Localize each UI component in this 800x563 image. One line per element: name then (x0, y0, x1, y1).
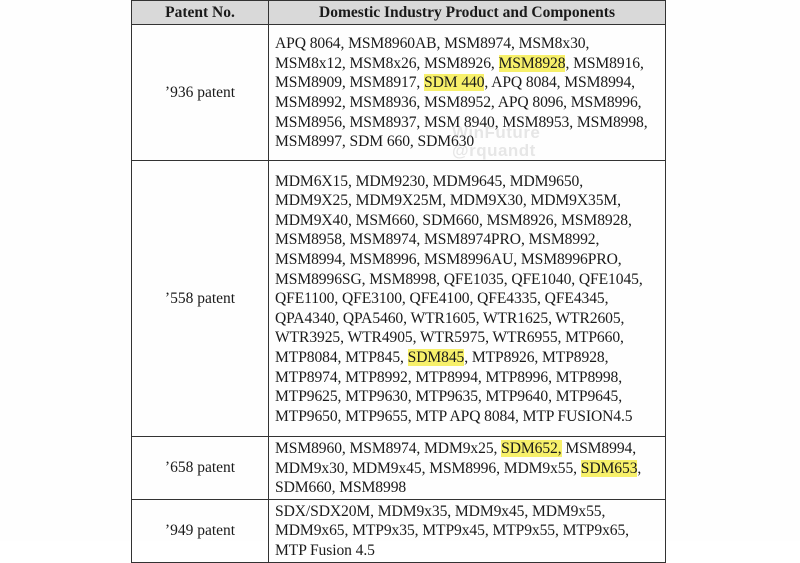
components-cell (269, 161, 666, 437)
patent-number-cell: ’558 patent (132, 161, 269, 437)
component: SDM660, (275, 479, 336, 497)
component: MTP8084, (275, 348, 342, 366)
component: MTP Fusion 4.5 (275, 541, 375, 559)
patent-number-cell: ’936 patent (132, 25, 269, 161)
component: MTP8998, (555, 368, 623, 386)
component: SDM 660, (349, 133, 414, 151)
component: SDM660, (422, 211, 483, 229)
component: MSM660, (355, 211, 419, 229)
component: MTP9625, (275, 388, 342, 406)
component: MSM8953, (502, 113, 574, 131)
component: WTR5975, (419, 329, 489, 347)
component: MTP8994, (415, 368, 482, 386)
component: QFE4100, (409, 290, 474, 308)
component: MSM8996, (349, 251, 421, 269)
highlighted-component: MSM8928 (498, 54, 566, 72)
component: MSM8x26, (349, 54, 421, 72)
component: MTP845, (345, 348, 404, 366)
patent-number-cell: ’949 patent (132, 499, 269, 562)
component: MSM8960AB, (348, 35, 441, 53)
component: MTP9645, (555, 388, 623, 406)
highlighted-component: SDM 440 (424, 74, 485, 92)
component: MDM9X35M, (530, 192, 621, 210)
component: MSM8960, (275, 440, 346, 457)
component: MDM9X30, (449, 192, 527, 210)
patent-products-table (131, 0, 666, 563)
components-cell (269, 499, 666, 562)
component: MSM8x12, (275, 54, 346, 72)
component: MSM8917, (349, 74, 421, 92)
component: MSM8994, (565, 440, 637, 457)
component: MSM8928, (561, 211, 632, 229)
component: QFE3100, (341, 290, 406, 308)
component: MSM8x30, (518, 35, 590, 53)
component: , (464, 348, 469, 366)
header-products: Domestic Industry Product and Components (269, 1, 666, 25)
component: MTP8996, (485, 368, 552, 386)
component: WTR4905, (347, 329, 417, 347)
component: MDM9x30, (275, 459, 349, 477)
highlighted-component: SDM652, (501, 440, 562, 457)
component: MDM9x65, (275, 522, 349, 540)
component: WTR1625, (482, 309, 552, 327)
table-row (132, 25, 666, 161)
component: QFE1045, (578, 270, 643, 288)
component: MSM8958, (275, 231, 346, 249)
patent-number-cell: ’658 patent (132, 437, 269, 500)
component: MSM8996AU, (424, 251, 518, 269)
component: MSM8909, (275, 74, 346, 92)
component: MTP9x35, (352, 522, 419, 540)
component: MTP9635, (415, 388, 482, 406)
component: MSM8992, (528, 231, 600, 249)
component: MTP FUSION4.5 (522, 407, 633, 425)
component: , (484, 74, 489, 92)
component: MSM8997, (275, 133, 346, 151)
component: MSM8916, (573, 54, 644, 72)
component: , (637, 459, 642, 477)
table-row (132, 499, 666, 562)
component: MDM6X15, (275, 172, 352, 190)
component: WTR6955, (492, 329, 562, 347)
component: MDM9650, (509, 172, 584, 190)
component: MSM8996, (570, 94, 642, 111)
component: QFE4335, (477, 290, 541, 308)
component: MTP9x55, (492, 522, 559, 540)
component: MSM8974, (349, 231, 421, 249)
component: QFE1040, (511, 270, 576, 288)
component: MSM8974PRO, (424, 231, 525, 249)
component: SDM630 (417, 133, 475, 151)
components-cell (269, 437, 666, 500)
watermark-line: @rquandt (452, 141, 536, 160)
component: QPA4340, (275, 309, 340, 327)
component: MSM8996SG, (275, 270, 366, 288)
component: QFE1035, (443, 270, 508, 288)
component: MDM9X40, (275, 211, 352, 229)
component: MSM8994, (564, 74, 635, 92)
component: , (565, 54, 570, 72)
component: MSM8994, (275, 251, 346, 269)
component: MSM8974, (349, 440, 421, 457)
component: MTP9650, (275, 407, 342, 425)
component: WTR2605, (555, 309, 625, 327)
component: MDM9X25M, (355, 192, 447, 210)
component: MDM9x55, (503, 459, 577, 477)
component: MTP9x65, (562, 522, 629, 540)
component: MSM8996, (429, 459, 500, 477)
table-header-row (132, 1, 666, 25)
component: MDM9X25, (275, 192, 352, 210)
component: WTR1605, (410, 309, 480, 327)
component: MTP9630, (345, 388, 412, 406)
component: MTP9655, (345, 407, 412, 425)
component: MTP9640, (485, 388, 552, 406)
component: MSM8974, (444, 35, 515, 53)
component: MDM9x25, (424, 440, 498, 457)
component: MSM8926, (424, 54, 495, 72)
component: MDM9x45, (352, 459, 426, 477)
component: APQ 8064, (275, 35, 345, 53)
component: MSM8956, (275, 113, 346, 131)
component: WTR3925, (275, 329, 344, 347)
component: MTP8992, (345, 368, 412, 386)
component: MSM8936, (349, 94, 421, 111)
component: MTP8928, (542, 348, 609, 366)
component: MSM8998 (339, 479, 407, 497)
component: MTP8926, (471, 348, 539, 366)
table-row (132, 437, 666, 500)
highlighted-component: SDM653 (580, 459, 638, 477)
component: QFE1100, (275, 290, 339, 308)
component: MTP9x45, (422, 522, 489, 540)
component: MSM 8940, (424, 113, 499, 131)
component: SDX/SDX20M, (275, 502, 374, 520)
highlighted-component: SDM845 (407, 348, 465, 366)
component: QPA5460, (342, 309, 407, 327)
component: MSM8992, (275, 94, 346, 111)
header-patent-no: Patent No. (132, 1, 269, 25)
component: MSM8952, (424, 94, 495, 111)
component: MSM8996PRO, (520, 251, 622, 269)
table-row (132, 161, 666, 437)
component: MDM9230, (355, 172, 429, 190)
component: MSM8926, (486, 211, 558, 229)
component: MSM8998, (576, 113, 648, 131)
component: MDM9x55, (531, 502, 606, 520)
component: MSM8937, (349, 113, 421, 131)
component: MTP8974, (275, 368, 342, 386)
component: APQ 8084, (491, 74, 561, 92)
components-cell (269, 25, 666, 161)
component: QFE4345, (544, 290, 609, 308)
component: MDM9x45, (454, 502, 529, 520)
component: APQ 8096, (497, 94, 567, 111)
component: MTP660, (565, 329, 624, 347)
component: MDM9x35, (377, 502, 452, 520)
component: MDM9645, (432, 172, 506, 190)
component: MTP APQ 8084, (415, 407, 519, 425)
watermark-line: WinFuture (452, 123, 541, 142)
component: MSM8998, (369, 270, 440, 288)
